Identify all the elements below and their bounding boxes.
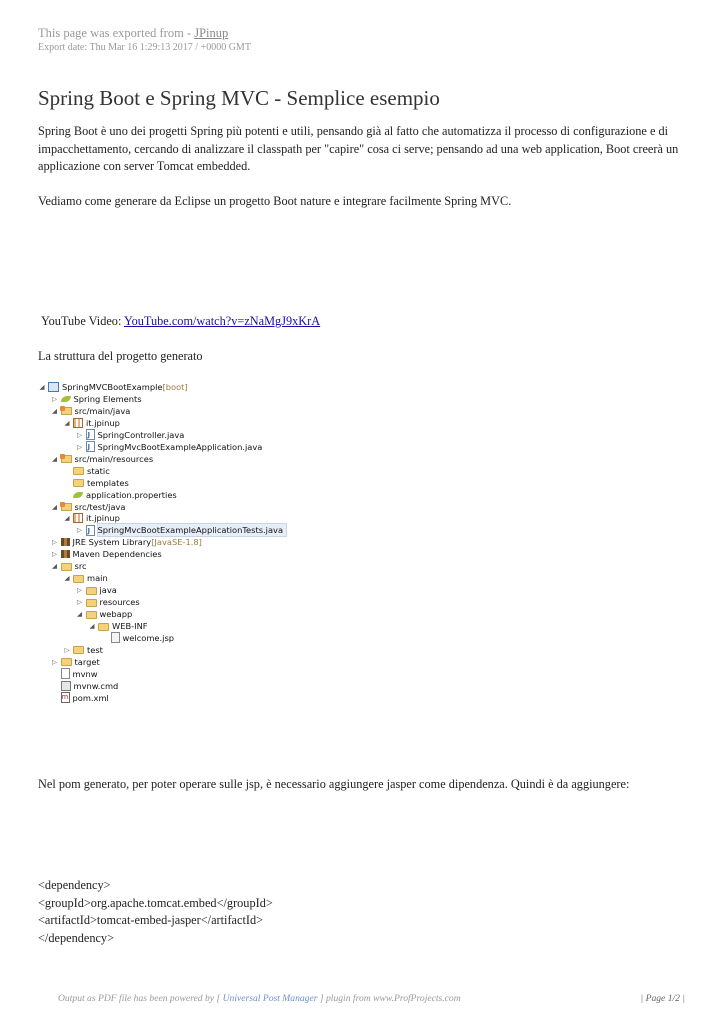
tree-item-label: WEB-INF [112,621,148,631]
tree-item-label: SpringMVCBootExample [62,382,163,392]
pom-paragraph: Nel pom generato, per poter operare sulle jsp, è necessario aggiungere jasper come dipendenza. Quindi è da aggiungere: [38,777,630,791]
tree-item[interactable] [63,417,120,429]
code-snippet [38,877,273,948]
code-line: <groupId>org.apache.tomcat.embed</groupId> [38,895,273,910]
page-title: Spring Boot e Spring MVC - Semplice esempio [38,86,440,110]
tree-item-label: templates [87,477,129,488]
tree-item-label: it.jpinup [86,417,120,428]
library-icon [61,538,70,546]
tree-item-label: src/main/java [74,405,131,416]
footer-pre: Output as PDF file has been powered by [ [58,993,223,1004]
folder-icon [86,587,97,595]
tree-item-label: Spring Elements [73,393,142,404]
tree-item[interactable] [63,489,177,501]
tree-item[interactable] [76,524,287,536]
youtube-link[interactable]: YouTube.com/watch?v=zNaMgJ9xKrA [123,314,321,328]
expanded-arrow-icon[interactable]: ◢ [64,418,70,427]
expanded-arrow-icon[interactable]: ◢ [39,383,45,391]
tree-item-label: src/test/java [74,501,126,512]
expanded-arrow-icon[interactable]: ◢ [52,406,57,415]
tree-item[interactable] [51,501,126,513]
collapsed-arrow-icon[interactable]: ▷ [52,550,57,559]
tree-item[interactable] [51,453,154,465]
library-icon [61,550,70,558]
tree-item[interactable] [76,429,185,441]
code-line: </dependency> [38,931,115,946]
tree-item-label: target [74,656,100,667]
tree-item[interactable] [51,393,142,405]
collapsed-arrow-icon[interactable]: ▷ [77,442,82,451]
tree-item-label: Maven Dependencies [72,549,162,560]
expanded-arrow-icon[interactable]: ◢ [52,502,57,511]
tree-item-label: SpringController.java [97,429,185,440]
collapsed-arrow-icon[interactable]: ▷ [64,645,70,654]
collapsed-arrow-icon[interactable]: ▷ [52,538,57,547]
folder-icon [73,467,84,475]
folder-icon [73,646,84,654]
tree-item-label: welcome.jsp [122,632,175,643]
folder-icon [98,623,109,631]
tree-item[interactable] [63,644,103,656]
folder-icon [73,479,84,487]
java-file-icon [86,441,95,452]
expanded-arrow-icon[interactable]: ◢ [64,514,70,523]
expanded-arrow-icon[interactable]: ◢ [89,622,95,630]
export-source [38,26,251,41]
tree-item-label: SpringMvcBootExampleApplicationTests.java [98,524,287,536]
tree-item[interactable] [51,692,109,704]
tree-item-label: test [87,644,103,655]
tree-item[interactable] [51,680,119,692]
project-icon [48,382,59,392]
tree-item[interactable] [51,536,202,548]
tree-item-label: application.properties [86,489,177,500]
source-folder-icon [61,503,72,511]
tree-item[interactable] [76,596,140,608]
folder-icon [73,575,84,583]
tree-item[interactable] [51,560,87,572]
footer-link[interactable]: Universal Post Manager [222,993,318,1004]
tree-item-label: SpringMvcBootExampleApplication.java [97,441,263,452]
expanded-arrow-icon[interactable]: ◢ [52,562,57,571]
source-folder-icon [61,407,72,415]
tree-item[interactable] [51,548,162,560]
tree-item-label: JRE System Library [72,537,152,548]
page-number: | Page 1/2 | [640,993,685,1004]
footer-note [58,993,461,1004]
tree-item[interactable] [76,584,117,596]
tree-item-label: java [99,585,117,596]
code-line: <dependency> [38,878,111,892]
export-header [38,26,251,53]
folder-icon [61,563,72,571]
collapsed-arrow-icon[interactable]: ▷ [77,430,82,439]
youtube-line [41,314,320,329]
tree-item[interactable] [51,668,98,680]
tree-item-decoration: [boot] [162,382,188,392]
tree-item[interactable] [88,620,148,632]
text-file-icon [61,668,70,679]
tree-item[interactable] [63,572,108,584]
footer-post: ] plugin from www.ProfProjects.com [317,993,461,1004]
tree-item[interactable] [76,441,263,453]
folder-icon [61,658,72,666]
tree-item-label: mvnw [72,668,98,679]
package-icon [73,513,83,523]
folder-icon [86,611,97,619]
export-date: Export date: Thu Mar 16 1:29:13 2017 / +0000 GMT [38,42,251,53]
site-link[interactable]: JPinup [194,26,229,40]
collapsed-arrow-icon[interactable]: ▷ [77,586,82,595]
expanded-arrow-icon[interactable]: ◢ [64,574,70,583]
tree-item-label: main [87,573,108,584]
tree-item-label: resources [99,597,140,608]
xml-file-icon [61,692,70,703]
tree-item-label: mvnw.cmd [73,680,119,691]
tree-item-label: static [87,465,110,476]
code-line: <artifactId>tomcat-embed-jasper</artifactId> [38,913,264,928]
source-folder-icon [61,455,72,463]
tree-item[interactable] [51,405,131,417]
expanded-arrow-icon[interactable]: ◢ [77,610,82,619]
structure-caption: La struttura del progetto generato [38,349,203,363]
tree-item[interactable] [63,512,120,524]
tree-item-decoration: [JavaSE-1.8] [151,537,202,548]
tree-item-label: it.jpinup [86,513,120,524]
spring-leaf-icon [61,396,71,402]
jsp-file-icon [111,632,120,643]
collapsed-arrow-icon[interactable]: ▷ [52,394,57,403]
collapsed-arrow-icon[interactable]: ▷ [52,657,57,666]
spring-leaf-icon [73,492,83,498]
package-icon [73,418,83,428]
tree-item[interactable] [76,608,133,620]
eclipse-paragraph: Vediamo come generare da Eclipse un progetto Boot nature e integrare facilmente Spring MVC. [38,194,512,208]
expanded-arrow-icon[interactable]: ◢ [52,454,57,463]
intro-paragraph: Spring Boot è uno dei progetti Spring più potenti e utili, pensando già al fatto che automatizza il processo di configurazione e di impacchettamento, cercando di analizzare il classpath per "capire" cosa ci serve; pensando ad una web application, Boot creerà un applicazione con server Tomcat embedded. [38,124,679,173]
java-file-icon [86,525,95,536]
tree-item[interactable] [63,477,129,489]
tree-item[interactable] [38,381,188,393]
export-prefix: This page was exported from - [38,26,195,40]
tree-item-label: webapp [99,609,133,620]
tree-item-label: src/main/resources [74,453,154,464]
collapsed-arrow-icon[interactable]: ▷ [77,598,82,607]
tree-item-label: pom.xml [72,692,109,703]
tree-item-label: src [74,561,87,572]
collapsed-arrow-icon[interactable]: ▷ [77,526,82,535]
tree-item[interactable] [101,632,175,644]
youtube-label: YouTube Video: [41,314,124,328]
tree-item[interactable] [63,465,110,477]
java-file-icon [86,429,95,440]
tree-item[interactable] [51,656,100,668]
cmd-file-icon [61,681,71,691]
folder-icon [86,599,97,607]
